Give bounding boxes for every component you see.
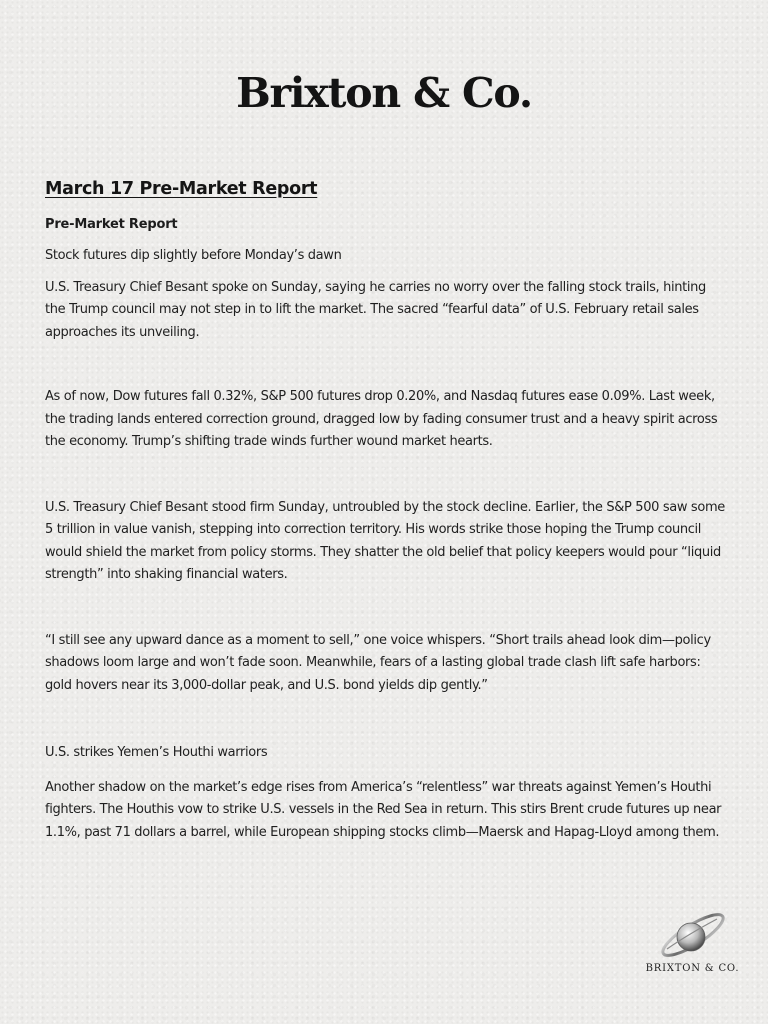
brand-logo (640, 905, 745, 980)
section-heading-yemen: U.S. strikes Yemen’s Houthi warriors (45, 745, 268, 760)
report-paragraph-5: Another shadow on the market’s edge rises from America’s “relentless” war threats against Yemen’s Houthi fighters. The Houthis vow to strike U.S. vessels in the Red Sea in return. This stirs Brent crude futures up near 1.1%, past 71 dollars a barrel, while European shipping stocks climb—Maersk and Hapag-Lloyd among them. (45, 779, 722, 840)
report-paragraph-2: As of now, Dow futures fall 0.32%, S&P 500 futures drop 0.20%, and Nasdaq futures ease 0.09%. Last week, the trading lands entered correction ground, dragged low by fading consumer trust and a heavy spirit across the economy. Trump’s shifting trade winds further wound market hearts. (45, 389, 718, 449)
report-paragraph-1: U.S. Treasury Chief Besant spoke on Sunday, saying he carries no worry over the falling stock trails, hinting the Trump council may not step in to lift the market. The sacred “fearful data” of U.S. February retail sales approaches its unveiling. (45, 279, 706, 340)
logo-wordmark: BRIXTON & CO. (645, 963, 740, 974)
report-lead: Stock futures dip slightly before Monday’s dawn (45, 248, 342, 263)
report-subtitle: Pre-Market Report (45, 217, 178, 232)
report-body (45, 176, 725, 844)
report-title: March 17 Pre-Market Report (45, 179, 318, 199)
brand-wordmark: Brixton & Co. (236, 69, 532, 117)
report-paragraph-3: U.S. Treasury Chief Besant stood firm Sunday, untroubled by the stock decline. Earlier, the S&P 500 saw some 5 trillion in value vanish, stepping into correction territory. His words strike those hoping the Trump council would shield the market from policy storms. They shatter the old belief that policy keepers would pour “liquid strength” into shaking financial waters. (45, 499, 725, 582)
report-paragraph-4: “I still see any upward dance as a moment to sell,” one voice whispers. “Short trails ahead look dim—policy shadows loom large and won’t fade soon. Meanwhile, fears of a lasting global trade clash lift safe harbors: gold hovers near its 3,000-dollar peak, and U.S. bond yields dip gently.” (45, 632, 711, 693)
